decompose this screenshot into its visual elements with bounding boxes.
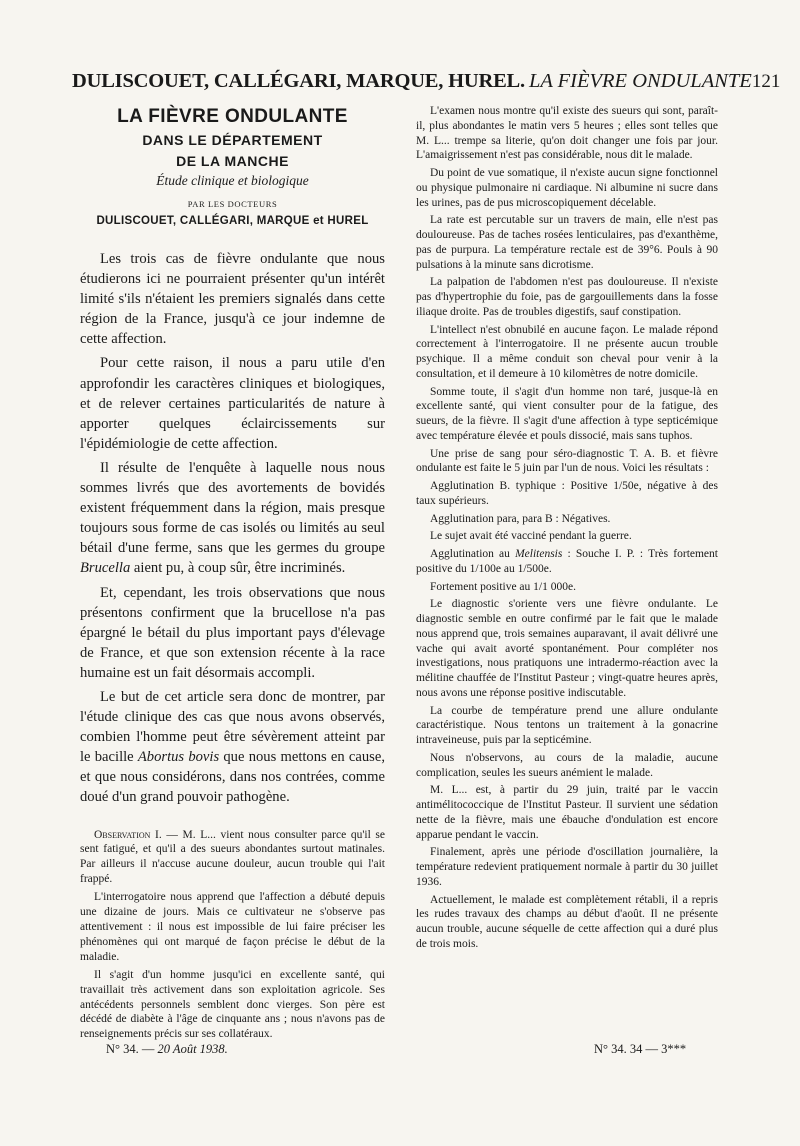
observation-section (80, 828, 385, 1043)
body-paragraph: Actuellement, le malade est complètement rétabli, il a repris les rudes travaux des champs au début d'août. Il ne présente aucun trouble, aucune séquelle de cette affection qui a duré plus de trois mois. (416, 893, 718, 950)
footer-issue: N° 34. — 20 Août 1938. (106, 1042, 228, 1056)
body-paragraph: La courbe de température prend une allure ondulante caractéristique. Nous tentons un traitement à la gonacrine intraveineuse, puis par la septicémine. (416, 704, 718, 746)
byline-par: PAR LES DOCTEURS (187, 199, 278, 209)
left-column (80, 104, 385, 1045)
body-paragraph: Agglutination para, para B : Négatives. (430, 512, 611, 525)
article-title-line2: DANS LE DÉPARTEMENT (142, 132, 323, 148)
body-paragraph: L'examen nous montre qu'il existe des sueurs qui sont, paraît-il, plus abondantes le matin vers 5 heures ; elles sont telles que M. L... trempe sa literie, qu'on doit changer une fois par jour. L'amaigrissement n'est pas considérable, nous dit le malade. (416, 105, 718, 162)
body-paragraph: La rate est percutable sur un travers de main, elle n'est pas douloureuse. Pas de taches rosées lenticulaires, pas d'exanthème, pas de purpura. La température rectale est de 39°6. Pouls à 90 pulsations à la minute sans dicrotisme. (416, 214, 718, 271)
footer-date: 20 Août 1938. (157, 1042, 228, 1056)
running-header (72, 70, 781, 93)
right-column (416, 104, 718, 955)
article-subtitle: Étude clinique et biologique (156, 173, 309, 188)
running-title: LA FIÈVRE ONDULANTE (528, 70, 752, 92)
observation-paragraph: L'interrogatoire nous apprend que l'affection a débuté depuis une dizaine de jours. Mais ce cultivateur ne s'observe pas attentivement : il nous est impossible de lui faire préciser les phénomènes qui ont marqué de façon précise le début de la maladie. (80, 891, 385, 963)
body-paragraph: Du point de vue somatique, il n'existe aucun signe fonctionnel ou physique pulmonaire ni cardiaque. Ni albumine ni sucre dans les urines, pas de pus microscopiquement décelable. (416, 167, 718, 209)
introduction (80, 249, 385, 808)
body-paragraph: Finalement, après une période d'oscillation journalière, la température redevient pratiquement normale à partir du 30 juillet 1936. (416, 846, 718, 888)
body-paragraph: Agglutination B. typhique : Positive 1/50e, négative à des taux supérieurs. (416, 480, 718, 507)
body-paragraph: La palpation de l'abdomen n'est pas douloureuse. Il n'existe pas d'hypertrophie du foie, pas de gargouillements dans la fosse iliaque droite. Pas de troubles digestifs, sauf constipation. (416, 276, 718, 318)
body-paragraph: Agglutination au Melitensis : Souche I. P. : Très fortement positive du 1/100e au 1/500e. (416, 548, 718, 575)
body-paragraph: M. L... est, à partir du 29 juin, traité par le vaccin antimélitococcique de l'Institut Pasteur. Il survient une sédation nette de la fièvre, mais une ébauche d'ondulation est encore apparue pendant le vaccin. (416, 784, 718, 841)
body-paragraph: Nous n'observons, au cours de la maladie, aucune complication, seules les sueurs anémient le malade. (416, 751, 718, 779)
body-paragraph: Fortement positive au 1/1 000e. (430, 580, 576, 593)
intro-paragraph: Les trois cas de fièvre ondulante que nous étudierons ici ne pourraient présenter qu'un intérêt limité s'ils n'étaient les premiers signalés dans cette région de la France, jusqu'à ce jour indemne de cette affection. (80, 251, 385, 348)
intro-paragraph: Le but de cet article sera donc de montrer, par l'étude clinique des cas que nous avons observés, combien l'homme peut être sévèrement atteint par le bacille Abortus bovis que nous mettons en cause, et que nous considérons, dans nos contrées, comme doué d'un grand pouvoir pathogène. (80, 688, 385, 806)
observation-paragraph: Observation I. — M. L... vient nous consulter parce qu'il se sent fatigué, et qu'il a des sueurs abondantes surtout matinales. Par ailleurs il n'accuse aucune douleur, aucun trouble qui l'ait frappé. (80, 828, 386, 886)
page-number: 121 (751, 71, 781, 92)
intro-paragraph: Et, cependant, les trois observations que nous présentons confirment que la brucellose n'a pas épargné le bétail du plus important pays d'élevage de France, et que son extension récente à la race humaine est un fait désormais accompli. (80, 584, 385, 681)
footer-signature: N° 34. 34 — 3*** (594, 1042, 687, 1056)
body-paragraph: Une prise de sang pour séro-diagnostic T. A. B. et fièvre ondulante est faite le 5 juin par l'un de nous. Voici les résultats : (416, 447, 718, 475)
body-paragraph: Somme toute, il s'agit d'un homme non taré, jusque-là en excellente santé, qui vient consulter pour de la fatigue, des sueurs, de la fièvre. Il s'agit d'une affection à type septicémique avec température élevée et pouls dissocié, mais sans tuphos. (416, 385, 718, 442)
italic-term-abortus: Abortus bovis (137, 749, 220, 766)
intro-paragraph: Il résulte de l'enquête à laquelle nous nous sommes livrés que des avortements de bovidés existent fréquemment dans la région, mais presque toujours sous forme de cas isolés ou limités au seul bétail d'une ferme, sans que les germes du groupe Brucella aient pu, à coup sûr, être incriminés. (80, 459, 385, 577)
italic-term-melitensis: Melitensis (515, 548, 563, 560)
article-title: LA FIÈVRE ONDULANTE (117, 106, 348, 127)
article-title-line3: DE LA MANCHE (176, 153, 289, 169)
body-paragraph: L'intellect n'est obnubilé en aucune façon. Le malade répond correctement à l'interrogatoire. Il ne présente aucun trouble psychique. Il a même conduit son cheval pour venir à la consultation, et il demeure à 10 kilomètres de notre domicile. (416, 323, 718, 380)
intro-paragraph: Pour cette raison, il nous a paru utile d'en approfondir les caractères cliniques et biologiques, et de relever certaines particularités de nature à apporter quelques éclaircissements sur l'épidémiologie de cette affection. (80, 355, 385, 452)
observation-paragraph: Il s'agit d'un homme jusqu'ici en excellente santé, qui travaillait très activement dans son exploitation agricole. Ses antécédents personnels semblent donc vierges. Son père est décédé de diabète à l'âge de cinquante ans ; nous n'avons pas de renseignements précis sur ses collatéraux. (80, 968, 385, 1041)
body-paragraph: Le diagnostic s'oriente vers une fièvre ondulante. Le diagnostic semble en outre confirmé par le fait que le malade nous apprend que, trois semaines auparavant, il avait délivré une vache qui avait avorté spontanément. Pour compléter nos investigations, nous pratiquons une intradermo-réaction avec la mélitine chauffée de l'Institut Pasteur ; vingt-quatre heures après, nous avons une réponse positive indiscutable. (416, 598, 718, 699)
running-authors: DULISCOUET, CALLÉGARI, MARQUE, HUREL. (72, 70, 525, 92)
observation-label: Observation I. (94, 828, 162, 841)
italic-term-brucella: Brucella (80, 560, 131, 577)
body-paragraph: Le sujet avait été vacciné pendant la guerre. (430, 530, 632, 543)
article-authors: DULISCOUET, CALLÉGARI, MARQUE et HUREL (96, 215, 369, 227)
